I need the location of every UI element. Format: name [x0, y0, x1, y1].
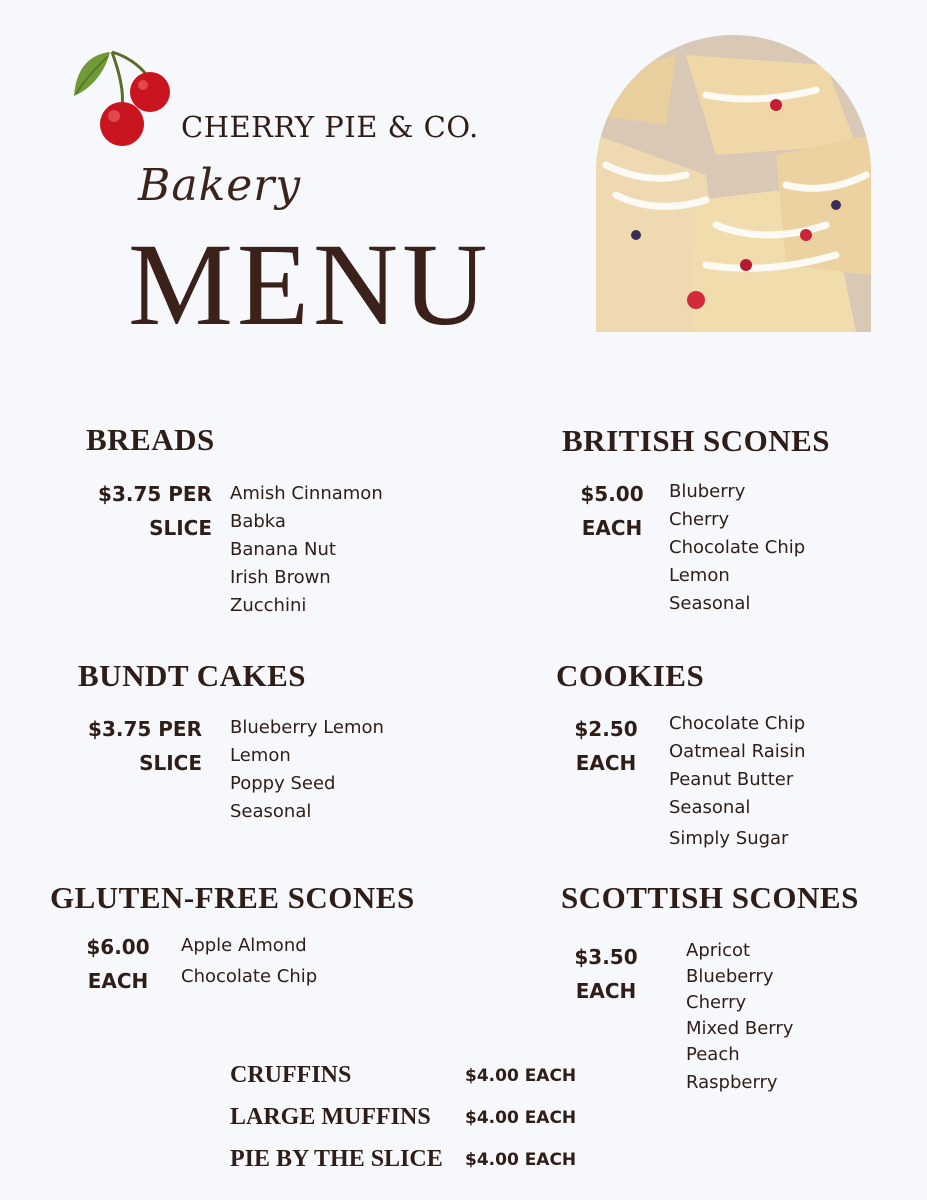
list-item: Poppy Seed [230, 773, 336, 794]
price-line: EACH [581, 516, 643, 540]
price-line: $6.00 [86, 935, 150, 959]
price-line: SLICE [139, 751, 202, 775]
list-item: Chocolate Chip [669, 537, 806, 558]
list-item: Mixed Berry [686, 1018, 794, 1039]
list-item: Chocolate Chip [181, 966, 318, 987]
breads-heading: BREADS [86, 422, 215, 457]
scottish-scones-price [560, 940, 652, 1008]
breads-list [230, 480, 383, 620]
extra-item-price: $4.00 EACH [465, 1108, 577, 1128]
scottish-scones-heading: SCOTTISH SCONES [561, 880, 859, 915]
price-line: $5.00 [580, 482, 644, 506]
gluten-free-scones-price [72, 930, 164, 998]
cookies-list [669, 710, 806, 853]
cookies-price [560, 712, 652, 780]
list-item: Apricot [686, 940, 751, 961]
list-item: Zucchini [230, 595, 307, 616]
list-item: Seasonal [230, 801, 312, 822]
list-item: Simply Sugar [669, 828, 789, 849]
extra-item-price: $4.00 EACH [465, 1150, 577, 1170]
price-line: $3.75 PER [88, 717, 202, 741]
bundt-cakes-heading: BUNDT CAKES [78, 658, 307, 693]
cherry-icon [70, 44, 180, 148]
list-item: Bluberry [669, 481, 746, 502]
list-item: Seasonal [669, 593, 751, 614]
brand-name: CHERRY PIE & CO. [181, 110, 479, 144]
british-scones-price [566, 477, 658, 545]
list-item: Apple Almond [181, 935, 307, 956]
list-item: Banana Nut [230, 539, 336, 560]
list-item: Blueberry Lemon [230, 717, 384, 738]
cookies-heading: COOKIES [556, 658, 705, 693]
breads-price [70, 477, 212, 545]
extra-item-name: PIE BY THE SLICE [230, 1146, 443, 1172]
price-line: EACH [87, 969, 149, 993]
menu-title: MENU [128, 219, 492, 350]
list-item: Peach [686, 1044, 740, 1065]
price-line: $3.75 PER [98, 482, 212, 506]
price-line: EACH [575, 751, 637, 775]
extra-item-name: LARGE MUFFINS [230, 1104, 431, 1130]
bundt-cakes-list [230, 714, 384, 826]
gluten-free-scones-list [181, 932, 317, 991]
scones-photo [596, 35, 871, 332]
price-line: EACH [575, 979, 637, 1003]
bundt-cakes-price [60, 712, 202, 780]
list-item: Babka [230, 511, 286, 532]
price-line: $3.50 [574, 945, 638, 969]
scottish-scones-list [686, 938, 793, 1096]
list-item: Seasonal [669, 797, 751, 818]
bakery-script-title: Bakery [138, 160, 302, 211]
list-item: Lemon [230, 745, 291, 766]
list-item: Blueberry [686, 966, 774, 987]
list-item: Raspberry [686, 1072, 778, 1093]
price-line: SLICE [149, 516, 212, 540]
list-item: Peanut Butter [669, 769, 794, 790]
list-item: Oatmeal Raisin [669, 741, 806, 762]
list-item: Irish Brown [230, 567, 331, 588]
gluten-free-scones-heading: GLUTEN-FREE SCONES [50, 880, 415, 915]
british-scones-list [669, 478, 805, 618]
extra-item-name: CRUFFINS [230, 1062, 352, 1088]
list-item: Lemon [669, 565, 730, 586]
extra-item-price: $4.00 EACH [465, 1066, 577, 1086]
list-item: Chocolate Chip [669, 713, 806, 734]
british-scones-heading: BRITISH SCONES [562, 423, 831, 458]
list-item: Cherry [686, 992, 747, 1013]
list-item: Amish Cinnamon [230, 483, 383, 504]
price-line: $2.50 [574, 717, 638, 741]
list-item: Cherry [669, 509, 730, 530]
